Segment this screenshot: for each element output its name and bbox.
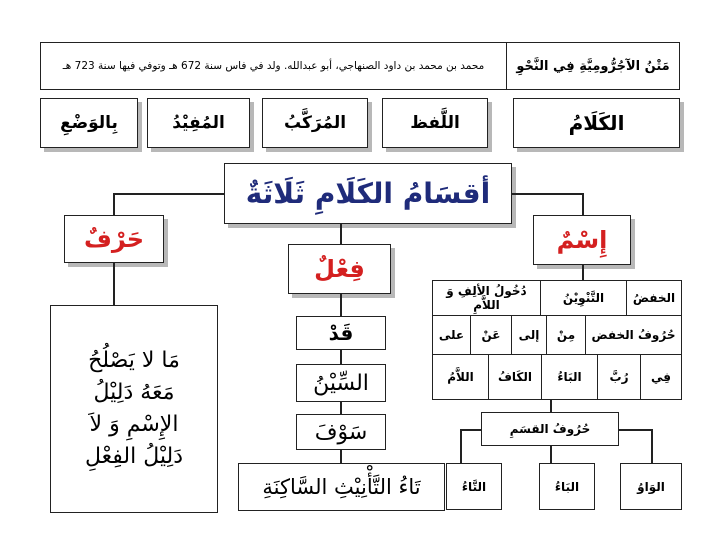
connector-center-down: [340, 224, 342, 244]
main-title: أقسَامُ الكَلَامِ ثَلَاثَةٌ: [224, 163, 512, 224]
ism-label: إِسْمٌ: [533, 215, 631, 265]
jarr-letter: رُبَّ: [597, 354, 641, 400]
fiil-label: فِعْلٌ: [288, 244, 391, 294]
qasam-branch-left: [460, 429, 481, 431]
jarr-letter: الكَافُ: [488, 354, 542, 400]
qasam-branch-right-down: [651, 429, 653, 463]
qasam-ba: البَاءُ: [539, 463, 595, 510]
header-title-text: مَتْنُ الآجُرُّومِيَّةِ فِي النَّحْوِ: [516, 58, 670, 74]
harf-description: [50, 305, 218, 513]
definition-mufid: المُفِيْدُ: [147, 98, 250, 148]
harf-description-line: دَلِيْلُ الفِعْلِ: [85, 443, 184, 469]
qasam-connector-up: [550, 400, 552, 412]
jarr-letter: اللاَّمُ: [432, 354, 489, 400]
ism-sign-tanwin: التَّنْوِيْنُ: [540, 280, 627, 316]
connector-right: [512, 193, 582, 195]
harf-description-line: الإِسْمِ وَ لاَ: [89, 412, 179, 437]
fiil-sign-sin: السِّيْنُ: [296, 364, 386, 402]
fiil-sign-ta-tanith: تَاءُ التَّأْنِيْثِ السَّاكِنَةِ: [238, 463, 445, 511]
qasam-branch-left-down: [460, 429, 462, 463]
fiil-sign-sawfa: سَوْفَ: [296, 414, 386, 450]
header-title: [506, 42, 680, 90]
harf-description-line: مَعَهُ دَلِيْلُ: [93, 380, 175, 406]
harf-description-line: مَا لا يَصْلُحُ: [88, 348, 180, 374]
qasam-branch-mid-down: [550, 446, 552, 463]
jarr-letter: إلى: [511, 315, 547, 355]
qasam-waw: الوَاوُ: [620, 463, 682, 510]
harf-connector: [113, 263, 115, 305]
harf-label: حَرْفٌ: [64, 215, 164, 263]
ism-sign-khafd: الخفضُ: [626, 280, 682, 316]
ism-connector: [582, 265, 584, 280]
jarr-letter: مِنْ: [546, 315, 586, 355]
jarr-letter: على: [432, 315, 471, 355]
connector-right-down: [582, 193, 584, 215]
jarr-letter: عَنْ: [470, 315, 512, 355]
jarr-letter: البَاءُ: [541, 354, 598, 400]
jarr-label: حُرُوفُ الخفض: [585, 315, 682, 355]
connector-left-down: [113, 193, 115, 215]
fiil-sign-qad: قَدْ: [296, 316, 386, 350]
definition-murakkab: المُرَكَّبُ: [262, 98, 368, 148]
header-author-note: [40, 42, 507, 90]
connector-left: [113, 193, 224, 195]
qasam-branch-right: [619, 429, 651, 431]
definition-kalam: الكَلَامُ: [513, 98, 680, 148]
qasam-label: حُرُوفُ القسَمِ: [481, 412, 619, 446]
qasam-ta: التَّاءُ: [446, 463, 502, 510]
jarr-letter: فِي: [640, 354, 682, 400]
ism-sign-alif-lam: دُخُولُ الألِفِ وَ اللاَّمِ: [432, 280, 541, 316]
definition-bil-wad: بِالوَضْعِ: [40, 98, 138, 148]
definition-lafz: اللَّفظ: [382, 98, 488, 148]
author-note-text: محمد بن محمد بن داود الصنهاجي، أبو عبدالله. ولد في فاس سنة 672 هـ وتوفي فيها سنة 723 هـ: [62, 60, 485, 72]
